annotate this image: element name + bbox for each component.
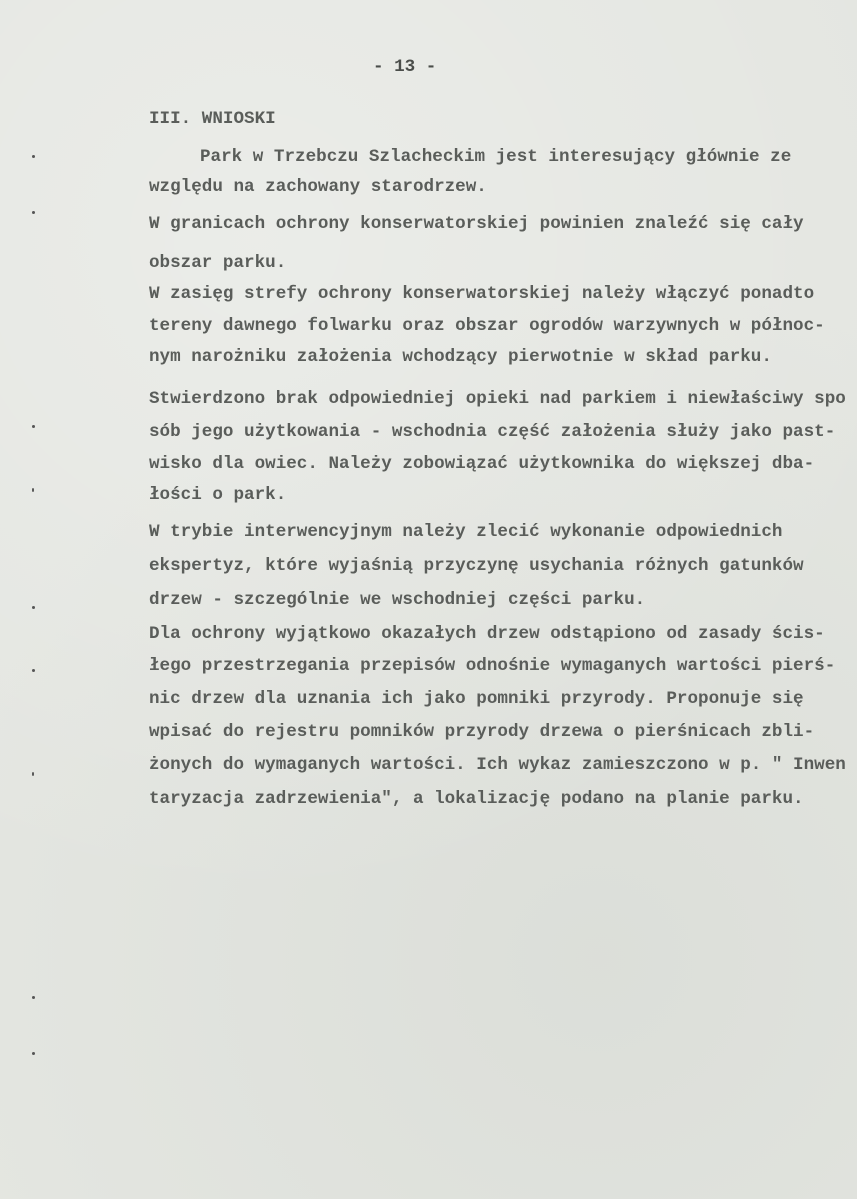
text-line: Dla ochrony wyjątkowo okazałych drzew odstąpiono od zasady ścis-	[149, 624, 825, 644]
margin-mark	[32, 425, 35, 428]
margin-mark	[32, 669, 35, 672]
margin-mark	[32, 606, 35, 609]
margin-mark	[32, 155, 35, 158]
text-line: łego przestrzegania przepisów odnośnie wymaganych wartości pierś-	[149, 656, 836, 676]
text-line: ekspertyz, które wyjaśnią przyczynę usychania różnych gatunków	[149, 556, 804, 576]
text-line: taryzacja zadrzewienia", a lokalizację podano na planie parku.	[149, 789, 804, 809]
text-line: W granicach ochrony konserwatorskiej powinien znaleźć się cały	[149, 214, 804, 234]
margin-mark	[32, 211, 35, 214]
text-line: sób jego użytkowania - wschodnia część założenia służy jako past-	[149, 422, 836, 442]
text-line: łości o park.	[149, 485, 287, 505]
text-line: żonych do wymaganych wartości. Ich wykaz zamieszczono w p. " Inwen	[149, 755, 846, 775]
text-line: względu na zachowany starodrzew.	[149, 177, 487, 197]
text-line: drzew - szczególnie we wschodniej części parku.	[149, 590, 646, 610]
margin-mark	[32, 772, 34, 776]
text-line: nym narożniku założenia wchodzący pierwotnie w skład parku.	[149, 347, 772, 367]
margin-mark	[32, 488, 34, 492]
text-line: wpisać do rejestru pomników przyrody drzewa o pierśnicach zbli-	[149, 722, 815, 742]
section-heading: III. WNIOSKI	[149, 109, 276, 129]
page-number: - 13 -	[373, 57, 437, 77]
text-line: Stwierdzono brak odpowiedniej opieki nad parkiem i niewłaściwy spo	[149, 389, 846, 409]
text-line: tereny dawnego folwarku oraz obszar ogrodów warzywnych w północ-	[149, 316, 825, 336]
text-line: W zasięg strefy ochrony konserwatorskiej należy włączyć ponadto	[149, 284, 815, 304]
margin-mark	[32, 1052, 35, 1055]
text-line: Park w Trzebczu Szlacheckim jest interesujący głównie ze	[200, 147, 792, 167]
margin-mark	[32, 996, 35, 999]
text-line: wisko dla owiec. Należy zobowiązać użytkownika do większej dba-	[149, 454, 815, 474]
text-line: W trybie interwencyjnym należy zlecić wykonanie odpowiednich	[149, 522, 783, 542]
text-line: obszar parku.	[149, 253, 287, 273]
text-line: nic drzew dla uznania ich jako pomniki przyrody. Proponuje się	[149, 689, 804, 709]
